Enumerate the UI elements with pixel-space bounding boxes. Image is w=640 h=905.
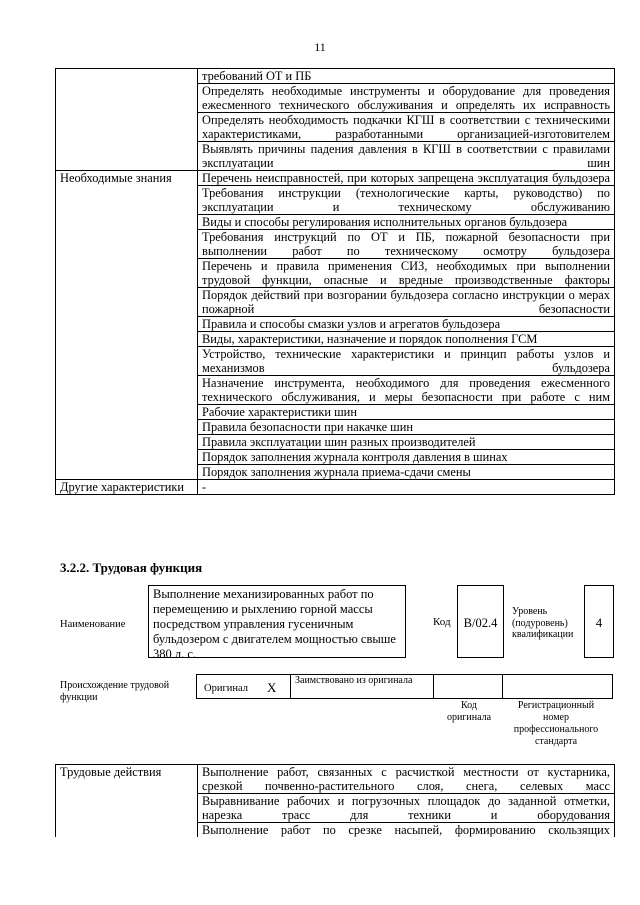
row-label (56, 230, 198, 259)
table-row (56, 435, 615, 450)
table-row (56, 215, 615, 230)
row-text: Требования инструкций по ОТ и ПБ, пожарной безопасности при выполнении работ по техническому осмотру бульдозера (198, 230, 615, 259)
table-row (56, 259, 615, 288)
table-row (56, 765, 615, 794)
table-row (56, 171, 615, 186)
code-label: Код (433, 616, 451, 628)
row-text: Виды и способы регулирования исполнительных органов бульдозера (198, 215, 615, 230)
row-label (56, 347, 198, 376)
code-original-cell (433, 675, 503, 698)
table-row (56, 113, 615, 142)
row-label (56, 376, 198, 405)
table-row (56, 317, 615, 332)
table-row (56, 420, 615, 435)
origin-label: Происхождение трудовой функции (60, 680, 170, 703)
row-text: Определять необходимые инструменты и оборудование для проведения ежесменного технического обслуживания и определять их исправность (198, 84, 615, 113)
row-label (56, 142, 198, 171)
table-row (56, 230, 615, 259)
table-row (56, 347, 615, 376)
qualification-level-label: Уровень (подуровень) квалификации (512, 606, 574, 640)
row-label (56, 435, 198, 450)
row-text: Выполнение работ по срезке насыпей, формированию скользящих (198, 823, 615, 838)
row-text: - (198, 480, 615, 495)
row-label (56, 84, 198, 113)
table-row (56, 465, 615, 480)
row-text: Устройство, технические характеристики и принцип работы узлов и механизмов бульдозера (198, 347, 615, 376)
name-label: Наименование (60, 619, 126, 630)
table-row (56, 142, 615, 171)
borrowed-label: Заимствовано из оригинала (295, 675, 413, 686)
row-label (56, 405, 198, 420)
row-label (56, 420, 198, 435)
table-row (56, 450, 615, 465)
table-row (56, 186, 615, 215)
row-label (56, 69, 198, 84)
row-text: Требования инструкции (технологические карты, руководство) по эксплуатации и техническому обслуживанию (198, 186, 615, 215)
function-code-box: B/02.4 (457, 585, 504, 658)
row-text: Правила эксплуатации шин разных производителей (198, 435, 615, 450)
row-label: Необходимые знания (56, 171, 198, 186)
row-label (56, 113, 198, 142)
row-text: Перечень неисправностей, при которых запрещена эксплуатация бульдозера (198, 171, 615, 186)
row-text: Выполнение работ, связанных с расчисткой местности от кустарника, срезкой почвенно-растительного слоя, снега, селевых масс (198, 765, 615, 794)
row-label: Другие характеристики (56, 480, 198, 495)
row-label (56, 288, 198, 317)
table-row (56, 480, 615, 495)
function-name-box: Выполнение механизированных работ по перемещению и рыхлению горной массы посредством управления гусеничным бульдозером с двигателем мощностью свыше 380 л. с. (148, 585, 406, 658)
row-text: Порядок заполнения журнала приема-сдачи смены (198, 465, 615, 480)
table-row (56, 69, 615, 84)
row-text: Виды, характеристики, назначение и порядок пополнения ГСМ (198, 332, 615, 347)
table-row (56, 332, 615, 347)
row-text: Определять необходимость подкачки КГШ в соответствии с техническими характеристиками, разработанными организацией-изготовителем (198, 113, 615, 142)
page-number: 11 (314, 40, 326, 54)
code-original-caption: Код оригинала (446, 700, 492, 723)
row-label (56, 332, 198, 347)
row-label (56, 317, 198, 332)
labor-actions-label: Трудовые действия (56, 765, 198, 838)
reg-number-caption: Регистрационный номер профессионального стандарта (513, 700, 599, 747)
table-row (56, 376, 615, 405)
labor-actions-table (55, 764, 615, 837)
qualification-level-box: 4 (584, 585, 614, 658)
original-mark: X (267, 680, 277, 695)
row-label (56, 215, 198, 230)
original-cell (197, 675, 291, 698)
row-text: Выравнивание рабочих и погрузочных площадок до заданной отметки, нарезка трасс для техники и оборудования (198, 794, 615, 823)
table-row (56, 84, 615, 113)
skills-knowledge-table (55, 68, 615, 495)
table-row (56, 288, 615, 317)
row-label (56, 450, 198, 465)
row-label (56, 186, 198, 215)
row-label (56, 259, 198, 288)
origin-box (196, 674, 613, 699)
original-label: Оригинал (204, 683, 248, 694)
table-row (56, 405, 615, 420)
row-text: Порядок заполнения журнала контроля давления в шинах (198, 450, 615, 465)
section-heading: 3.2.2. Трудовая функция (60, 560, 203, 575)
row-text: Рабочие характеристики шин (198, 405, 615, 420)
row-text: Порядок действий при возгорании бульдозера согласно инструкции о мерах пожарной безопасности (198, 288, 615, 317)
row-text: Правила безопасности при накачке шин (198, 420, 615, 435)
row-text: Назначение инструмента, необходимого для проведения ежесменного технического обслуживания, и меры безопасности при работе с ним (198, 376, 615, 405)
row-label (56, 465, 198, 480)
row-text: Перечень и правила применения СИЗ, необходимых при выполнении трудовой функции, опасные и вредные производственные факторы (198, 259, 615, 288)
row-text: Выявлять причины падения давления в КГШ в соответствии с правилами эксплуатации шин (198, 142, 615, 171)
row-text: требований ОТ и ПБ (198, 69, 615, 84)
row-text: Правила и способы смазки узлов и агрегатов бульдозера (198, 317, 615, 332)
